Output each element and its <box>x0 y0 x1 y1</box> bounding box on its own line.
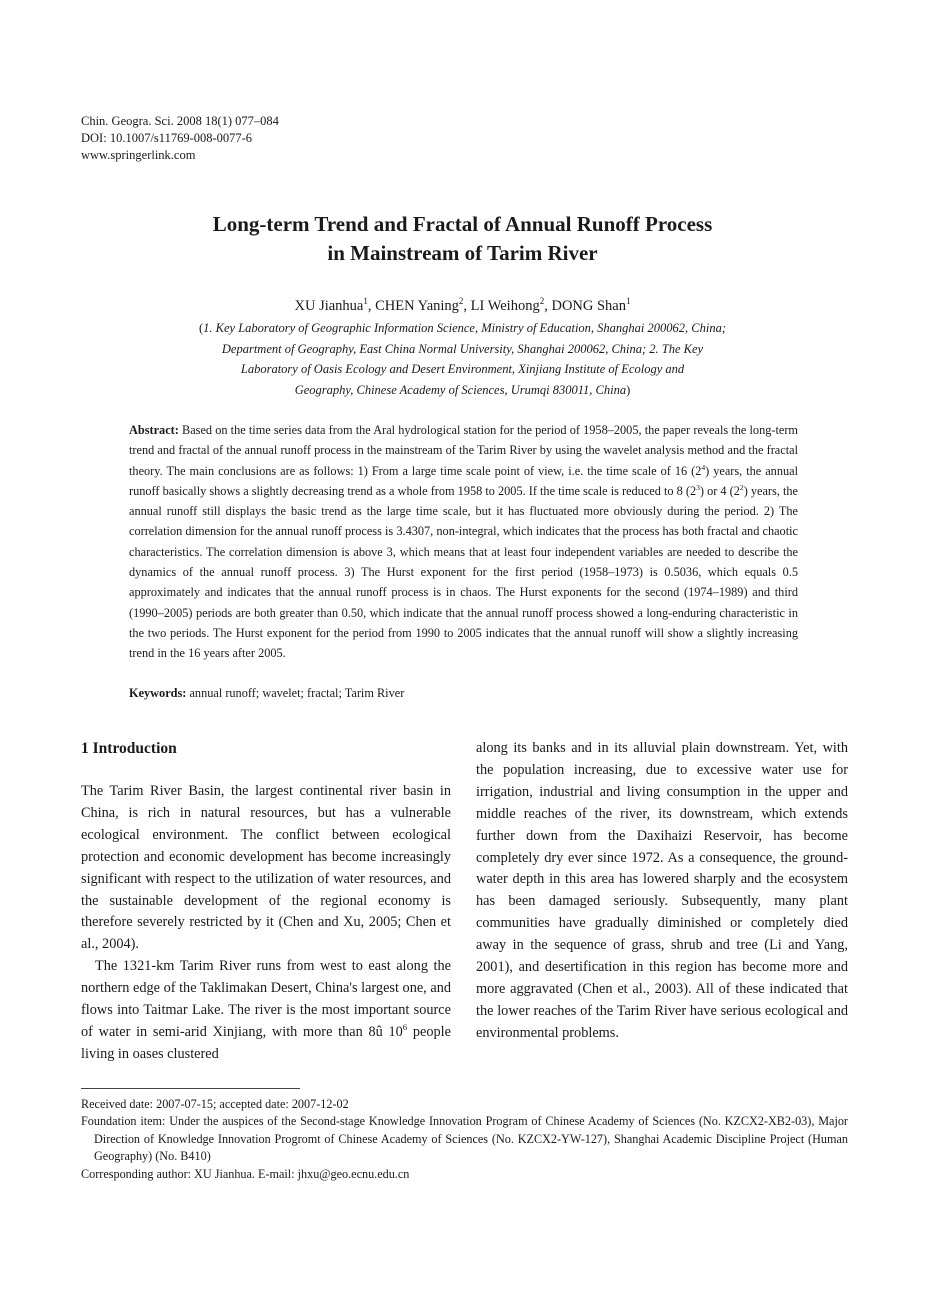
author-separator: , <box>544 298 552 314</box>
received-date: Received date: 2007-07-15; accepted date: 2007-12-02 <box>81 1097 349 1111</box>
abstract-superscript: 2 <box>739 482 744 492</box>
journal-header <box>81 113 279 164</box>
abstract-superscript: 3 <box>696 482 700 492</box>
body-column-right <box>476 738 848 1045</box>
author-name: LI Weihong <box>470 298 540 314</box>
section-heading: 1 Introduction <box>81 740 177 757</box>
affil-close-paren: ) <box>626 382 631 397</box>
author-list <box>0 296 925 316</box>
paragraph-text: people living in oases clustered <box>81 1023 452 1062</box>
affil-line-4: Geography, Chinese Academy of Sciences, Urumqi 830011, China <box>294 382 627 397</box>
author-name: XU Jianhua <box>294 298 364 314</box>
paragraph-text: The 1321-km Tarim River runs from west to east along the northern edge of the Taklimakan Desert, China's largest one, and flows into Taitmar Lake. The river is the most important source of water in semi-arid Xinjiang, with more than 8û 10 <box>81 958 451 1040</box>
abstract <box>129 420 798 664</box>
author-name: CHEN Yaning <box>375 298 459 314</box>
footnote-divider <box>81 1088 300 1089</box>
journal-citation: Chin. Geogra. Sci. 2008 18(1) 077–084 <box>81 114 279 128</box>
affiliations <box>160 318 765 400</box>
abstract-label: Abstract: <box>129 423 179 437</box>
author-affil-mark: 2 <box>539 296 545 307</box>
affil-line-1: 1. Key Laboratory of Geographic Information Science, Ministry of Education, Shanghai 200062, China; <box>203 321 727 335</box>
paragraph-superscript: 6 <box>402 1022 408 1033</box>
author-affil-mark: 1 <box>625 296 631 307</box>
affil-line-3: Laboratory of Oasis Ecology and Desert Environment, Xinjiang Institute of Ecology and <box>240 362 685 376</box>
title-line-1: Long-term Trend and Fractal of Annual Runoff Process <box>212 212 713 236</box>
affil-open-paren: ( <box>198 321 204 335</box>
abstract-text: Based on the time series data from the Aral hydrological station for the period of 1958–2005, the paper reveals the long-term trend and fractal of the annual runoff process in the mainstream of the Tarim River by using the wavelet analysis method and the fractal theory. The main conclusions are as follows: 1) From a large time scale point of view, i.e. the time scale of 16 (2 <box>129 423 798 478</box>
corresponding-author: Corresponding author: XU Jianhua. E-mail: jhxu@geo.ecnu.edu.cn <box>81 1166 410 1181</box>
abstract-text: ) years, the annual runoff basically shows a slightly decreasing trend as a whole from 1958 to 2005. If the time scale is reduced to 8 (2 <box>129 463 798 498</box>
abstract-text: ) years, the annual runoff still displays the basic trend as the large time scale, but it has fluctuated more obviously during the period. 2) The correlation dimension for the annual runoff process is 3.4307, non-integral, which indicates that the process has both fractal and chaotic characteristics. The correlation dimension is above 3, which means that at least four independent variables are needed to describe the dynamics of the annual runoff process. 3) The Hurst exponent for the first period (1958–1973) is 0.5036, which equals 0.5 approximately and indicates that the annual runoff process is in chaos. The Hurst exponents for the second (1974–1989) and third (1990–2005) periods are both greater than 0.50, which indicate that the annual runoff process showed a long-enduring characteristic in the two periods. The Hurst exponent for the period from 1990 to 2005 indicates that the annual runoff will show a slightly increasing trend in the 16 years after 2005. <box>129 483 798 661</box>
abstract-superscript: 4 <box>701 462 706 472</box>
abstract-text: ) or 4 (2 <box>699 483 740 498</box>
author-name: DONG Shan <box>551 298 626 314</box>
journal-url[interactable]: www.springerlink.com <box>81 148 196 162</box>
author-affil-mark: 2 <box>458 296 464 307</box>
keywords-label: Keywords: <box>129 686 187 700</box>
body-column-left <box>81 738 451 1066</box>
foundation-item: Foundation item: Under the auspices of the Second-stage Knowledge Innovation Program of Chinese Academy of Sciences (No. KZCX2-XB2-03), Major Direction of Knowledge Innovation Progromt of Chinese Academy of Sciences (No. KZCX2-YW-127), Shanghai Academic Discipline Project (Human Geography) (No. B410) <box>81 1114 848 1164</box>
author-affil-mark: 1 <box>363 296 368 307</box>
paragraph: The Tarim River Basin, the largest continental river basin in China, is rich in natural resources, but has a vulnerable ecological environment. The conflict between ecological protection and economic development has become increasingly significant with respect to the utilization of water resources, and the sustainable development of the regional economy is therefore severely restricted by it (Chen and Xu, 2005; Chen et al., 2004). <box>81 783 451 953</box>
doi: DOI: 10.1007/s11769-008-0077-6 <box>81 131 253 145</box>
title-line-2: in Mainstream of Tarim River <box>327 241 598 265</box>
paragraph: along its banks and in its alluvial plain downstream. Yet, with the population increasing, due to excessive water use for irrigation, industrial and living consumption in the upper and middle reaches of the river, its downstream, which extends further down from the Daxihaizi Reservoir, has become completely dry ever since 1972. As a consequence, the ground-water depth in this area has lowered sharply and the ecosystem has been damaged seriously. Subsequently, many plant communities have gradually diminished or completely died away in the sequence of grass, shrub and tree (Li and Yang, 2001), and desertification in this region has become more and more aggravated (Chen et al., 2003). All of these indicated that the lower reaches of the Tarim River have serious ecological and environmental problems. <box>476 740 848 1041</box>
keywords-text: annual runoff; wavelet; fractal; Tarim River <box>186 686 405 700</box>
paragraph <box>81 956 451 1066</box>
affil-line-2: Department of Geography, East China Normal University, Shanghai 200062, China; 2. The Key <box>221 341 704 356</box>
paper-title <box>0 210 925 268</box>
footnotes <box>81 1096 848 1183</box>
keywords <box>129 683 798 703</box>
author-separator: , <box>367 298 376 314</box>
author-separator: , <box>463 298 471 314</box>
